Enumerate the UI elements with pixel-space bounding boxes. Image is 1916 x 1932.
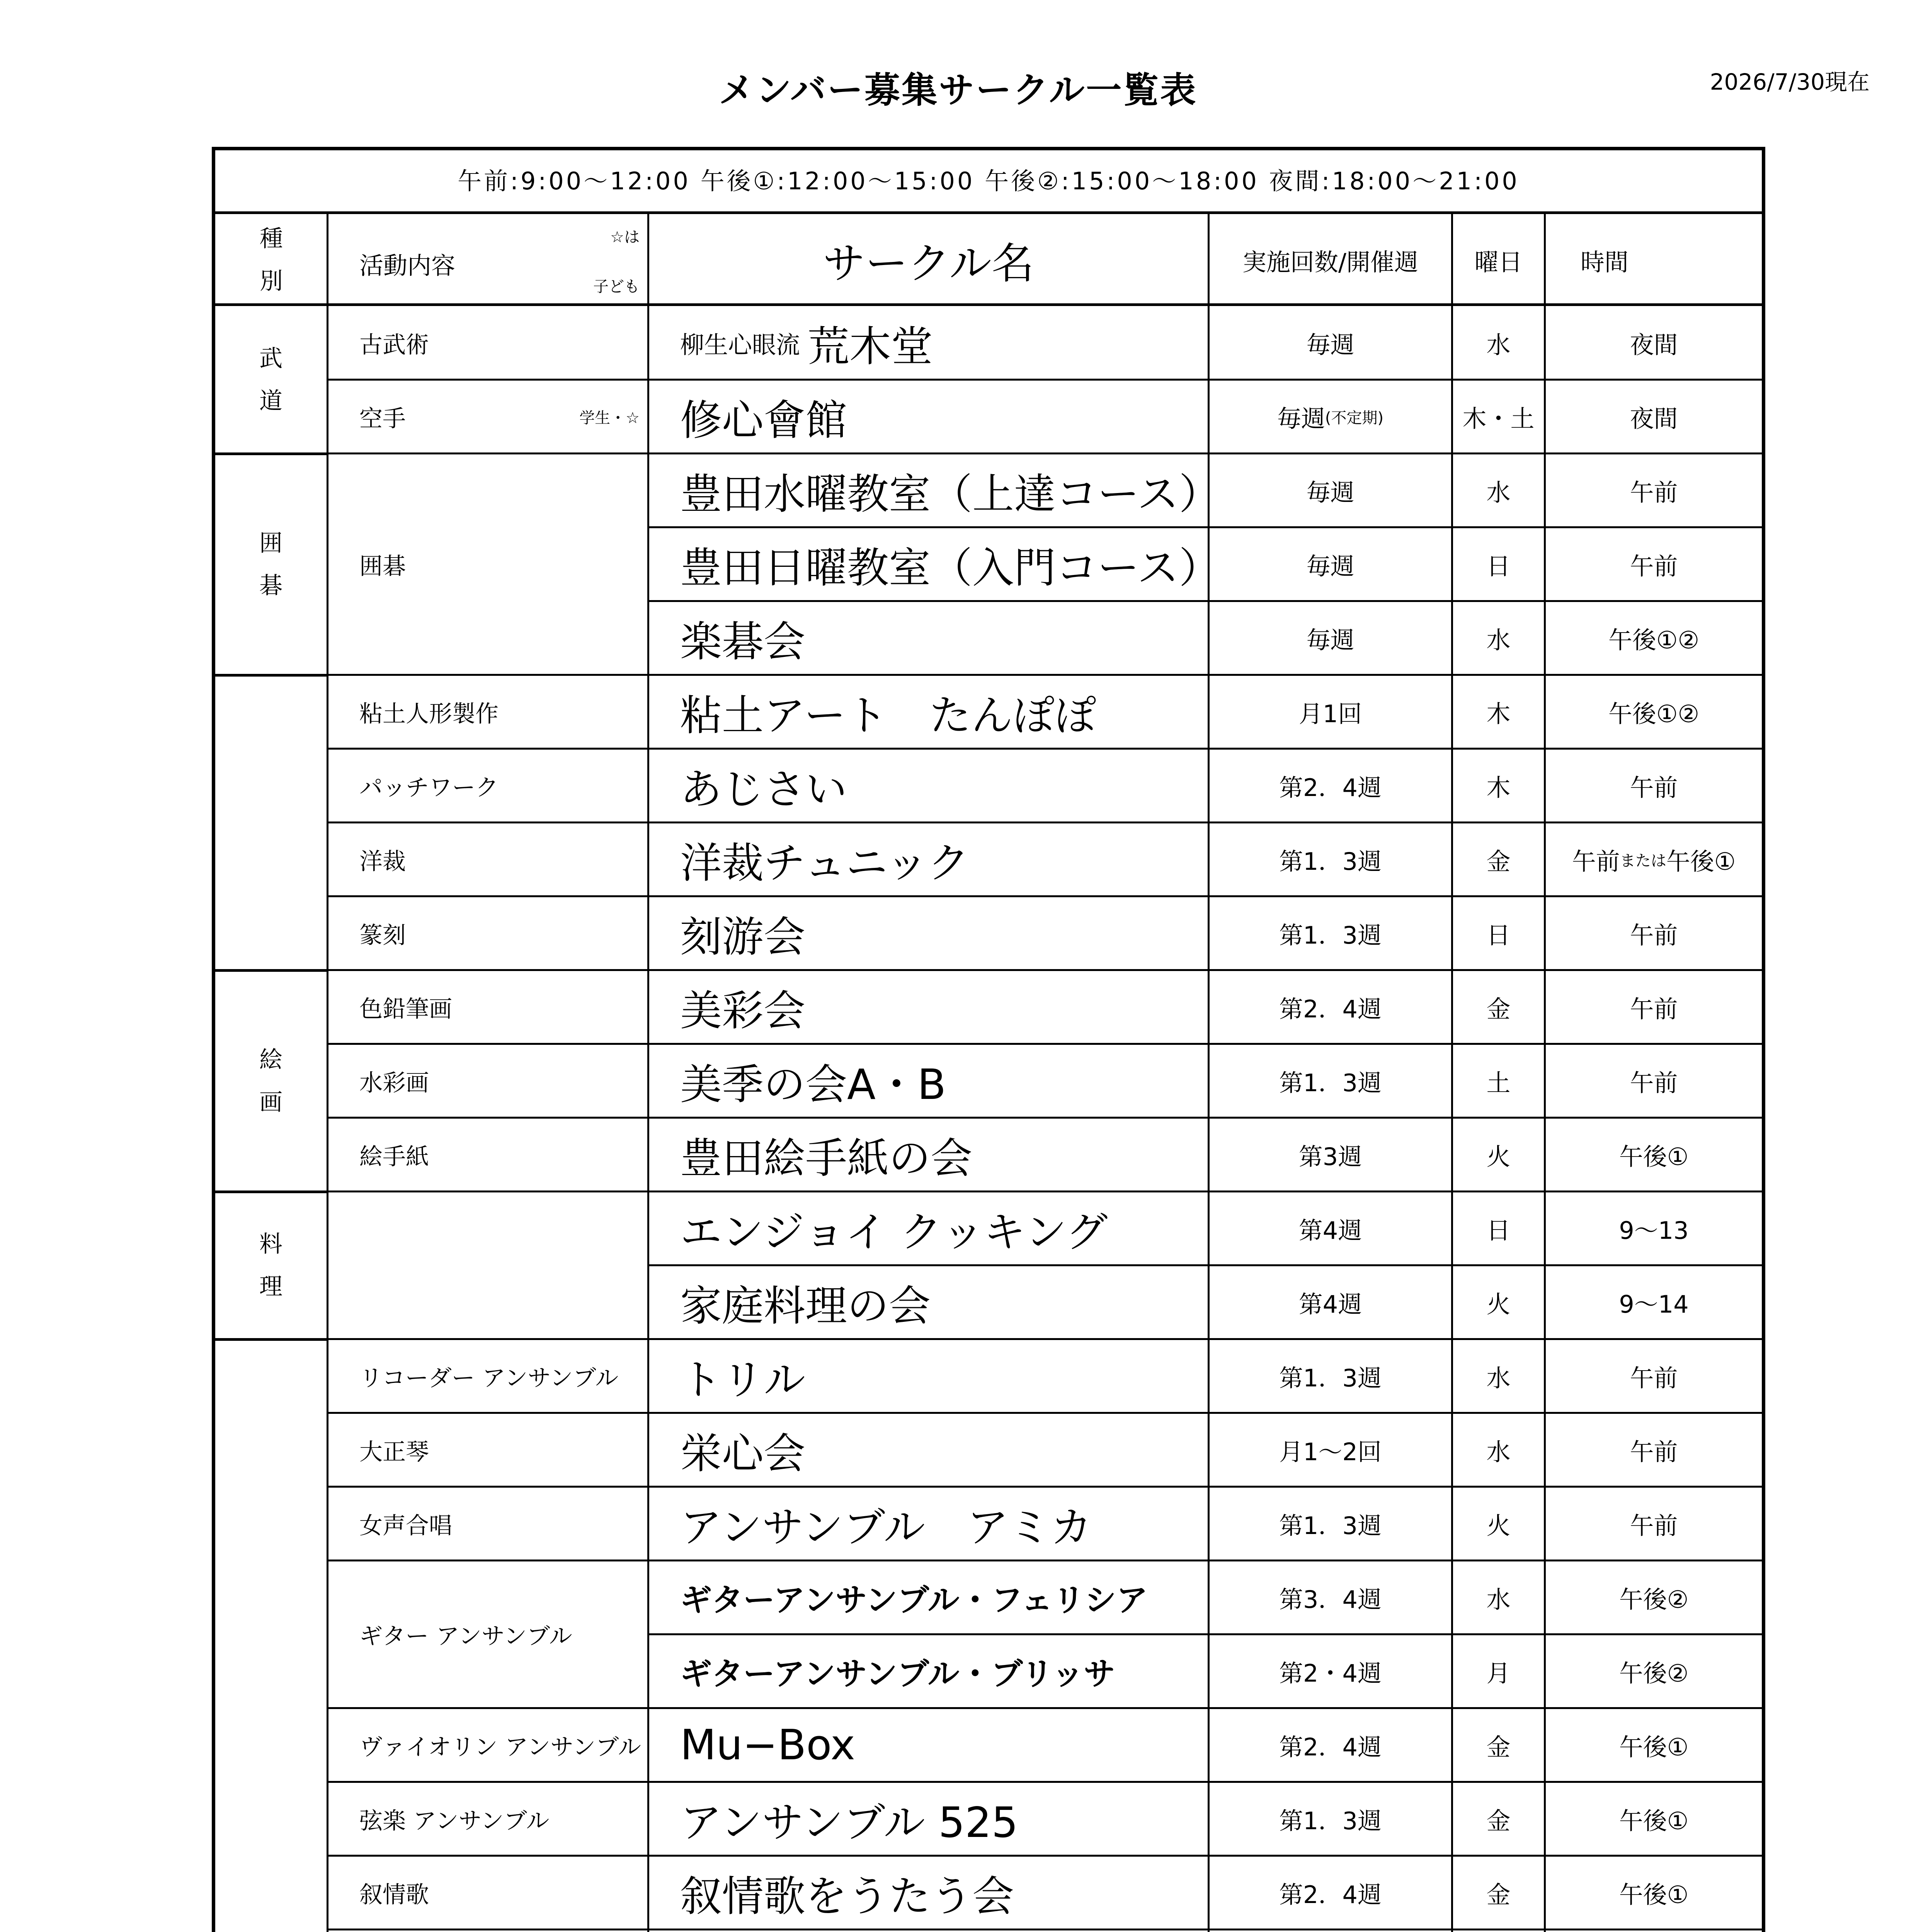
time-cell: [1546, 1192, 1762, 1265]
activity-cell: [328, 1118, 647, 1192]
time-cell: [1546, 454, 1762, 527]
circle-name: [649, 601, 1208, 675]
frequency-value: 第4週: [1298, 1290, 1362, 1318]
time-cell: [1546, 527, 1762, 601]
time-cell: [1546, 380, 1762, 454]
day-cell: 金: [1486, 1881, 1511, 1909]
day-cell: 金: [1486, 847, 1511, 876]
activity-cell: [328, 675, 647, 749]
activity-label: ギター アンサンブル: [359, 1623, 572, 1650]
header-time: 時間: [1581, 248, 1629, 276]
activity-cell: [328, 380, 647, 454]
circle-name-text: Mu−Box: [680, 1721, 855, 1769]
frequency-cell: [1210, 1118, 1451, 1192]
frequency-cell: [1210, 1708, 1451, 1782]
time-value: 午後①: [1619, 1881, 1689, 1909]
frequency-cell: [1210, 1930, 1451, 1932]
activity-label: 空手: [359, 405, 406, 432]
page-title: メンバー募集サークル一覧表: [718, 70, 1198, 111]
day-cell: 日: [1486, 552, 1511, 580]
circle-name-text: 刻游会: [680, 913, 806, 961]
time-cell: [1546, 1413, 1762, 1487]
activity-label: 洋裁: [359, 848, 406, 875]
circle-name: [649, 970, 1208, 1044]
day-cell: 火: [1486, 1143, 1511, 1171]
circle-name: [649, 527, 1221, 601]
circle-name-text: アンサンブル アミカ: [680, 1503, 1092, 1552]
circle-name: [649, 454, 1221, 527]
circle-name-text: 洋裁チュニック: [680, 839, 970, 888]
category-char: 碁: [259, 572, 282, 599]
frequency-cell: [1210, 306, 1451, 380]
activity-cell: [328, 1856, 647, 1930]
day-cell: 金: [1486, 1733, 1511, 1761]
circle-name: [649, 1634, 1208, 1708]
frequency-cell: [1210, 749, 1451, 823]
time-value: 午前: [1630, 1438, 1678, 1466]
time-cell: [1546, 1487, 1762, 1561]
activity-label: 囲碁: [359, 553, 406, 580]
category-cell: [215, 306, 327, 454]
frequency-value: 第1．3週: [1279, 1069, 1382, 1097]
time-value: 午前: [1630, 1364, 1678, 1392]
circle-name: [649, 1118, 1208, 1192]
frequency-value: 第1．3週: [1279, 921, 1382, 949]
header-kind-2: 別: [260, 268, 283, 295]
circle-name-text: あじさい: [680, 765, 847, 814]
frequency-value: 第2．4週: [1279, 1733, 1382, 1761]
frequency-value: 第1．3週: [1279, 847, 1382, 876]
time-value: 夜間: [1630, 405, 1678, 433]
activity-cell: [328, 1487, 647, 1561]
time-value: 午前: [1630, 995, 1678, 1023]
activity-label: 絵手紙: [359, 1143, 429, 1170]
category-cell: [215, 675, 327, 970]
activity-cell: [328, 896, 647, 970]
header-circle-name: サークル名: [823, 239, 1034, 288]
frequency-cell: [1210, 454, 1451, 527]
day-cell: 日: [1486, 921, 1511, 949]
time-value: 9～13: [1619, 1216, 1689, 1245]
frequency-cell: [1210, 1413, 1451, 1487]
time-cell: [1546, 823, 1762, 896]
category-char: 囲: [259, 529, 282, 557]
frequency-value: 第1．3週: [1279, 1364, 1382, 1392]
frequency-value: 毎週: [1306, 552, 1354, 580]
frequency-cell: [1210, 1192, 1451, 1265]
day-cell: 木: [1486, 774, 1511, 802]
circle-name-text: 豊田水曜教室（上達コース）: [680, 470, 1221, 519]
circle-name-text: 家庭料理の会: [680, 1282, 931, 1330]
activity-cell: [328, 1339, 647, 1413]
day-cell: 木: [1486, 700, 1511, 728]
activity-label: ヴァイオリン アンサンブル: [359, 1733, 641, 1761]
circle-name: [649, 823, 1208, 896]
activity-cell: [328, 1708, 647, 1782]
activity-label: 粘土人形製作: [359, 700, 499, 728]
circle-name-text: トリル: [680, 1356, 806, 1404]
header-kind: [215, 216, 327, 304]
time-value: 9～14: [1619, 1290, 1689, 1318]
day-cell: 水: [1486, 1364, 1511, 1392]
circle-name-text: 楽碁会: [680, 618, 806, 666]
time-conjunction: または: [1620, 852, 1666, 870]
circle-name-text: 粘土アート たんぽぽ: [680, 692, 1096, 740]
time-cell: [1546, 1930, 1762, 1932]
day-cell: 火: [1486, 1290, 1511, 1318]
time-value: 午後①: [1619, 1143, 1689, 1171]
time-value: 午後①: [1619, 1807, 1689, 1835]
frequency-cell: [1210, 601, 1451, 675]
frequency-note: (不定期): [1325, 409, 1384, 427]
day-cell: 土: [1486, 1069, 1511, 1097]
frequency-value: 第2．4週: [1279, 1881, 1382, 1909]
day-cell: [1453, 1930, 1544, 1932]
circle-name-text: ギターアンサンブル・フェリシア: [680, 1582, 1148, 1619]
time-value: 午後①②: [1608, 626, 1700, 654]
frequency-cell: [1210, 1044, 1451, 1118]
day-cell: 金: [1486, 995, 1511, 1023]
category-char: 道: [259, 388, 282, 415]
circle-name: [649, 380, 1208, 454]
circle-name: [649, 1930, 1208, 1932]
circle-name: [649, 306, 1208, 380]
activity-label: 色鉛筆画: [359, 995, 452, 1023]
circle-name-text: ギターアンサンブル・ブリッサ: [680, 1656, 1115, 1692]
circle-name: [649, 1782, 1208, 1856]
time-cell: [1546, 1118, 1762, 1192]
frequency-cell: [1210, 527, 1451, 601]
activity-label: 女声合唱: [359, 1512, 452, 1539]
time-value: 夜間: [1630, 331, 1678, 359]
day-cell: 水: [1486, 626, 1511, 654]
frequency-value: 毎週: [1306, 626, 1354, 654]
category-char: 武: [259, 345, 282, 372]
time-cell: [1546, 675, 1762, 749]
activity-label: リコーダー アンサンブル: [359, 1364, 619, 1392]
time-value: 午後②: [1619, 1585, 1689, 1614]
time-cell: [1546, 1339, 1762, 1413]
circle-name: [649, 1265, 1208, 1339]
time-cell: [1546, 749, 1762, 823]
activity-cell: [328, 1192, 647, 1339]
frequency-value: 月1回: [1298, 700, 1362, 728]
day-cell: 水: [1486, 1585, 1511, 1614]
circle-name-text: 修心會館: [680, 396, 847, 445]
activity-cell: [328, 1782, 647, 1856]
circle-name-text: 豊田日曜教室（入門コース）: [680, 544, 1221, 592]
day-cell: 木・土: [1462, 405, 1535, 433]
as-of-date: 2026/7/30現在: [1710, 69, 1870, 95]
circle-name: [649, 1856, 1208, 1930]
frequency-value: 第2・4週: [1279, 1659, 1382, 1687]
day-cell: 水: [1486, 478, 1511, 507]
category-cell: [215, 970, 327, 1192]
time-value: 午前: [1630, 552, 1678, 580]
circle-name-text: 豊田絵手紙の会: [680, 1134, 973, 1183]
circle-name: [649, 1487, 1208, 1561]
frequency-cell: [1210, 970, 1451, 1044]
frequency-value: 第2．4週: [1279, 995, 1382, 1023]
activity-cell: [328, 1044, 647, 1118]
frequency-cell: [1210, 1265, 1451, 1339]
circle-name: [649, 1413, 1208, 1487]
time-cell: [1546, 1856, 1762, 1930]
activity-label: 大正琴: [359, 1438, 429, 1466]
category-char: 絵: [259, 1046, 282, 1073]
time-cell: [1546, 896, 1762, 970]
frequency-value: 月1～2回: [1279, 1438, 1382, 1466]
time-value: 午後①②: [1608, 700, 1700, 728]
header-frequency: 実施回数/開催週: [1242, 248, 1418, 276]
frequency-cell: [1210, 1782, 1451, 1856]
frequency-value: 毎週: [1306, 331, 1354, 359]
activity-label: 古武術: [359, 331, 429, 359]
frequency-cell: [1210, 380, 1451, 454]
activity-note: 学生・☆: [579, 409, 640, 427]
circle-name: [649, 896, 1208, 970]
time-cell: [1546, 1782, 1762, 1856]
day-cell: 日: [1486, 1216, 1511, 1245]
time-cell: [1546, 306, 1762, 380]
frequency-value: 第2．4週: [1279, 774, 1382, 802]
header-note-2: 子ども: [593, 278, 640, 296]
header-activity-cell: [328, 216, 647, 304]
frequency-value: 第3週: [1298, 1143, 1362, 1171]
time-cell: [1546, 1634, 1762, 1708]
time-value: 午後①: [1619, 1733, 1689, 1761]
circle-name: [649, 749, 1208, 823]
frequency-value: 毎週: [1306, 478, 1354, 507]
time-cell: [1546, 1561, 1762, 1634]
time-value: 午前: [1630, 774, 1678, 802]
activity-cell: [328, 1930, 647, 1932]
frequency-cell: [1210, 1487, 1451, 1561]
frequency-value: 毎週: [1277, 405, 1325, 433]
circle-name: [649, 1339, 1208, 1413]
circle-name: [649, 675, 1208, 749]
circle-name-text: アンサンブル 525: [680, 1799, 1018, 1847]
frequency-value: 第1．3週: [1279, 1807, 1382, 1835]
circle-name: [649, 1044, 1208, 1118]
activity-cell: [328, 749, 647, 823]
day-cell: 水: [1486, 1438, 1511, 1466]
frequency-cell: [1210, 675, 1451, 749]
time-value: 午後②: [1619, 1659, 1689, 1687]
day-cell: 月: [1486, 1659, 1511, 1687]
time-alt-value: 午後①: [1666, 847, 1736, 876]
activity-cell: [328, 454, 647, 675]
time-cell: [1546, 970, 1762, 1044]
frequency-cell: [1210, 823, 1451, 896]
activity-label: 水彩画: [359, 1069, 429, 1097]
day-cell: 水: [1486, 331, 1511, 359]
circle-name-text: エンジョイ クッキング: [680, 1208, 1108, 1257]
circle-name: [649, 1192, 1208, 1265]
circle-name-text: 荒木堂: [807, 323, 933, 371]
activity-label: 叙情歌: [359, 1881, 429, 1908]
category-char: 理: [259, 1273, 282, 1300]
activity-label: 篆刻: [359, 922, 406, 949]
frequency-cell: [1210, 896, 1451, 970]
frequency-cell: [1210, 1634, 1451, 1708]
frequency-cell: [1210, 1339, 1451, 1413]
category-char: 料: [259, 1231, 282, 1258]
header-note-1: ☆は: [610, 228, 640, 246]
circle-name-prefix: 柳生心眼流: [680, 331, 808, 359]
activity-cell: [328, 823, 647, 896]
activity-cell: [328, 1561, 647, 1708]
frequency-value: 第4週: [1298, 1216, 1362, 1245]
circle-name-text: 栄心会: [680, 1430, 806, 1478]
activity-cell: [328, 970, 647, 1044]
activity-cell: [328, 306, 647, 380]
circle-name: [649, 1708, 1208, 1782]
circle-name-text: 叙情歌をうたう会: [680, 1872, 1014, 1921]
header-activity: 活動内容: [359, 252, 456, 280]
time-value: 午前: [1630, 921, 1678, 949]
time-cell: [1546, 1708, 1762, 1782]
time-value: 午前: [1630, 1069, 1678, 1097]
category-cell: [215, 1339, 327, 1932]
activity-cell: [328, 1413, 647, 1487]
day-cell: 金: [1486, 1807, 1511, 1835]
header-day: 曜日: [1474, 248, 1523, 276]
time-value: 午前: [1572, 847, 1620, 876]
frequency-value: 第1．3週: [1279, 1512, 1382, 1540]
frequency-value: 第3．4週: [1279, 1585, 1382, 1614]
category-char: 画: [259, 1088, 282, 1116]
category-char: [259, 1924, 282, 1932]
hours-note: 午前:9:00～12:00 午後①:12:00～15:00 午後②:15:00～18:00 夜間:18:00～21:00: [212, 147, 1765, 214]
time-value: 午前: [1630, 478, 1678, 507]
time-cell: [1546, 1044, 1762, 1118]
time-value: 午前: [1630, 1512, 1678, 1540]
activity-label: 弦楽 アンサンブル: [359, 1807, 550, 1835]
circle-name-text: 美彩会: [680, 987, 806, 1035]
frequency-cell: [1210, 1561, 1451, 1634]
category-cell: [215, 454, 327, 675]
day-cell: 火: [1486, 1512, 1511, 1540]
time-cell: [1546, 601, 1762, 675]
circle-name: [649, 1561, 1208, 1634]
frequency-cell: [1210, 1856, 1451, 1930]
header-kind-1: 種: [260, 225, 283, 252]
circle-name-text: 美季の会A・B: [680, 1061, 946, 1109]
time-cell: [1546, 1265, 1762, 1339]
category-cell: [215, 1192, 327, 1339]
activity-label: パッチワーク: [359, 774, 499, 801]
